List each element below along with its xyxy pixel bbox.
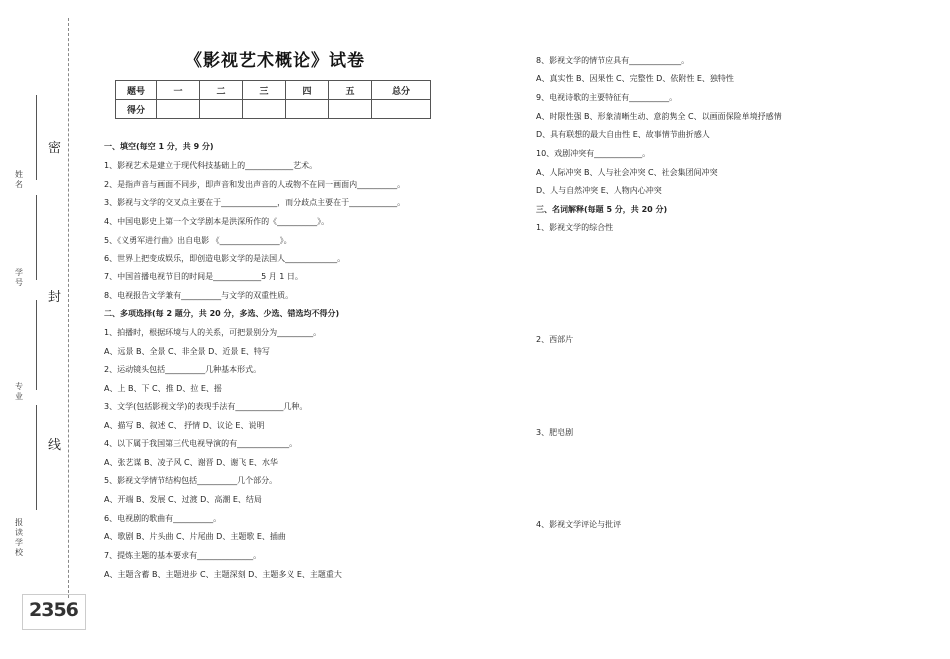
question-text: 8、影视文学的情节应具有_____________。 [536, 56, 690, 65]
score-table-header-row [116, 81, 431, 100]
question-text: 3、影视与文学的交叉点主要在于______________，而分歧点主要在于____________。 [104, 198, 406, 207]
option-text: A、人际冲突 B、人与社会冲突 C、社会集团间冲突 [536, 168, 718, 177]
score-row-label: 得分 [116, 100, 157, 119]
option-text: A、时限性强 B、形象清晰生动、意韵隽全 C、以画面保险单境抒感情 [536, 112, 782, 121]
binding-side-line [36, 95, 37, 180]
score-header-cell: 二 [200, 81, 243, 100]
question-text: 6、电视剧的歌曲有__________。 [104, 514, 222, 523]
seal-char-mi: 密 [48, 141, 62, 156]
option-text: A、张艺谋 B、凌子风 C、谢晋 D、谢飞 E、水华 [104, 458, 278, 467]
option-text: A、开端 B、发展 C、过渡 D、高潮 E、结局 [104, 495, 262, 504]
option-text: A、真实性 B、因果性 C、完整性 D、依附性 E、独特性 [536, 74, 734, 83]
score-header-cell: 一 [157, 81, 200, 100]
binding-dashed-line [68, 18, 69, 598]
term-question: 3、肥皂剧 [536, 428, 574, 437]
question-text: 3、文学(包括影视文学)的表现手法有____________几种。 [104, 402, 308, 411]
score-header-cell: 四 [286, 81, 329, 100]
score-cell[interactable] [157, 100, 200, 119]
label-name: 姓名 [15, 170, 23, 189]
seal-char-feng: 封 [48, 290, 62, 305]
question-text: 4、以下属于我国第三代电视导演的有_____________。 [104, 439, 298, 448]
question-text: 6、世界上把变成娱乐，即创造电影文学的是法国人_____________。 [104, 254, 346, 263]
label-student-id: 学号 [15, 268, 23, 287]
score-header-cell: 总分 [372, 81, 431, 100]
option-text: A、主题含蓄 B、主题进步 C、主题深刻 D、主题多义 E、主题重大 [104, 570, 342, 579]
score-header-cell: 三 [243, 81, 286, 100]
page-number-box [22, 594, 86, 630]
option-text: A、歌剧 B、片头曲 C、片尾曲 D、主题歌 E、插曲 [104, 532, 286, 541]
score-cell[interactable] [372, 100, 431, 119]
score-table [115, 80, 431, 119]
question-text: 5、《义勇军进行曲》出自电影 《_______________》。 [104, 236, 292, 245]
term-question: 1、影视文学的综合性 [536, 223, 614, 232]
option-text: D、具有联想的最大自由性 E、故事情节曲折感人 [536, 130, 710, 139]
term-question: 4、影视文学评论与批评 [536, 520, 622, 529]
question-text: 5、影视文学情节结构包括__________几个部分。 [104, 476, 278, 485]
question-text: 10、戏剧冲突有____________。 [536, 149, 651, 158]
section-1-title: 一、填空(每空 1 分，共 9 分) [104, 142, 214, 151]
question-text: 7、中国首播电视节目的时间是____________5 月 1 日。 [104, 272, 303, 281]
score-cell[interactable] [286, 100, 329, 119]
binding-side-line [36, 300, 37, 390]
score-cell[interactable] [200, 100, 243, 119]
question-text: 2、运动镜头包括__________几种基本形式。 [104, 365, 262, 374]
question-text: 1、拍播时，根据环境与人的关系，可把景别分为_________。 [104, 328, 322, 337]
exam-title: 《影视艺术概论》试卷 [185, 51, 365, 71]
binding-side-line [36, 195, 37, 280]
option-text: D、人与自然冲突 E、人物内心冲突 [536, 186, 662, 195]
section-2-title: 二、多项选择(每 2 题分，共 20 分，多选、少选、错选均不得分) [104, 309, 340, 318]
label-major: 专业 [15, 382, 23, 401]
score-cell[interactable] [243, 100, 286, 119]
option-text: A、上 B、下 C、推 D、拉 E、摇 [104, 384, 222, 393]
question-text: 9、电视诗歌的主要特征有__________。 [536, 93, 678, 102]
seal-char-xian: 线 [48, 438, 62, 453]
label-school: 报读学校 [15, 518, 23, 557]
binding-side-line [36, 405, 37, 510]
question-text: 1、影视艺术是建立于现代科技基础上的____________艺术。 [104, 161, 318, 170]
question-text: 4、中国电影史上第一个文学剧本是洪深所作的《__________》。 [104, 217, 330, 226]
score-table-score-row [116, 100, 431, 119]
option-text: A、远景 B、全景 C、非全景 D、近景 E、特写 [104, 347, 270, 356]
score-cell[interactable] [329, 100, 372, 119]
option-text: A、描写 B、叙述 C、 抒情 D、议论 E、说明 [104, 421, 265, 430]
page-number: 2356 [29, 599, 78, 621]
section-3-title: 三、名词解释(每题 5 分，共 20 分) [536, 205, 668, 214]
question-text: 7、提炼主题的基本要求有______________。 [104, 551, 262, 560]
term-question: 2、西部片 [536, 335, 574, 344]
score-header-cell: 五 [329, 81, 372, 100]
question-text: 8、电视报告文学兼有__________与文学的双重性质。 [104, 291, 294, 300]
score-header-cell: 题号 [116, 81, 157, 100]
question-text: 2、是指声音与画面不同步，即声音和发出声音的人或物不在同一画面内__________。 [104, 180, 406, 189]
